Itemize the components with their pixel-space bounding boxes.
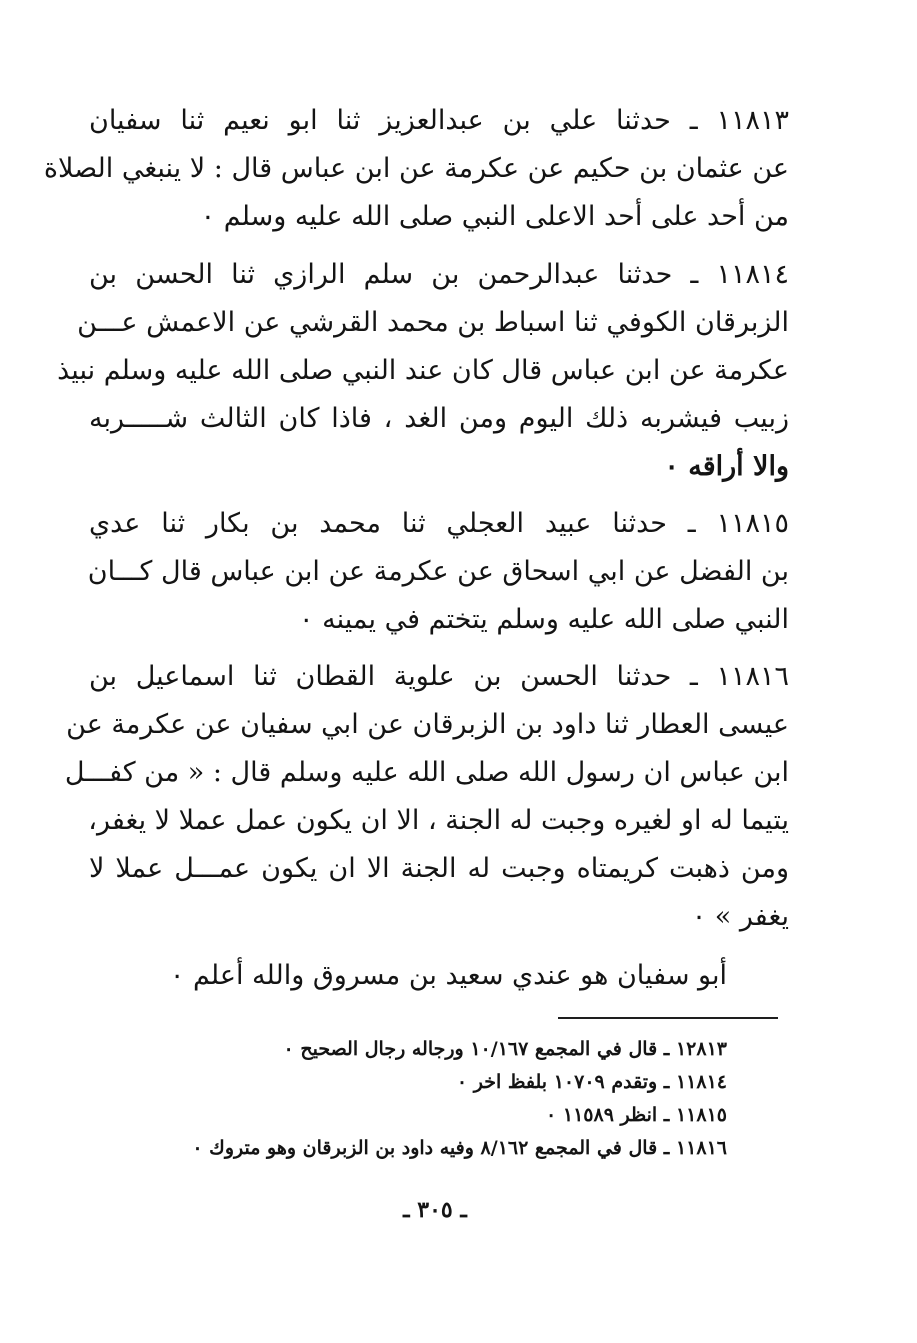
footnote: ١٢٨١٣ ـ قال في المجمع ١٠/١٦٧ ورجاله رجال الصحيح ٠ [283,1038,727,1060]
text-line: ١١٨١٤ ـ حدثنا عبدالرحمن بن سلم الرازي ثنا الحسن بن [89,259,789,290]
text-line: ١١٨١٣ ـ حدثنا علي بن عبدالعزيز ثنا ابو نعيم ثنا سفيان [89,105,789,136]
hadith-11814 [57,251,789,491]
footnote-divider [558,1017,778,1019]
footnotes [87,1033,727,1165]
text-line: زبيب فيشربه ذلك اليوم ومن الغد ، فاذا كان الثالث شـــــربه [89,403,789,434]
text-line: يتيما له او لغيره وجبت له الجنة ، الا ان يكون عمل عملا لا يغفر، [88,805,789,836]
footnote: ١١٨١٤ ـ وتقدم ١٠٧٠٩ بلفظ اخر ٠ [456,1071,727,1093]
text-line: من أحد على أحد الاعلى النبي صلى الله عليه وسلم ٠ [200,201,789,232]
text-line: عكرمة عن ابن عباس قال كان عند النبي صلى الله عليه وسلم نبيذ [57,355,789,386]
text-line: ١١٨١٥ ـ حدثنا عبيد العجلي ثنا محمد بن بكار ثنا عدي [89,508,789,539]
hadith-11815 [89,500,789,644]
text-line: والا أراقه ٠ [664,451,789,482]
text-line: عن عثمان بن حكيم عن عكرمة عن ابن عباس قال : لا ينبغي الصلاة [43,153,789,184]
footnote: ١١٨١٦ ـ قال في المجمع ٨/١٦٢ وفيه داود بن الزبرقان وهو متروك ٠ [192,1137,727,1159]
text-line: يغفر » ٠ [691,901,789,932]
text-line: ابن عباس ان رسول الله صلى الله عليه وسلم قال : « من كفـــل [64,757,789,788]
text-line: ومن ذهبت كريمتاه وجبت له الجنة الا ان يكون عمـــل عملا لا [89,853,789,884]
hadith-11813 [43,97,789,241]
text-line: بن الفضل عن ابي اسحاق عن عكرمة عن ابن عباس قال كـــان [87,556,789,587]
text-line: ١١٨١٦ ـ حدثنا الحسن بن علوية القطان ثنا اسماعيل بن [89,661,789,692]
page-number: ـ ٣٠٥ ـ [403,1197,467,1223]
hadith-11816 [64,653,789,941]
text-line: الزبرقان الكوفي ثنا اسباط بن محمد القرشي عن الاعمش عـــن [77,307,789,338]
text-line: النبي صلى الله عليه وسلم يتختم في يمينه ٠ [299,604,789,635]
footnote: ١١٨١٥ ـ انظر ١١٥٨٩ ٠ [546,1104,727,1126]
text-line: عيسى العطار ثنا داود بن الزبرقان عن ابي سفيان عن عكرمة عن [66,709,789,740]
closing-note: أبو سفيان هو عندي سعيد بن مسروق والله أعلم ٠ [169,960,727,991]
